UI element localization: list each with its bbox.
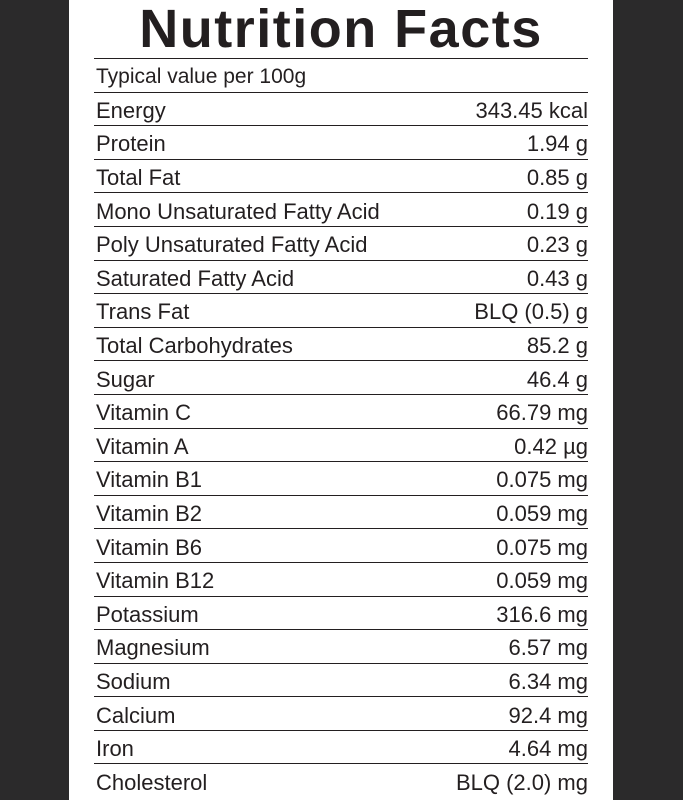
nutrient-row — [94, 629, 588, 663]
nutrient-value: 0.43 g — [526, 265, 588, 291]
nutrient-row — [94, 696, 588, 730]
nutrient-row — [94, 394, 588, 428]
nutrient-value: 4.64 mg — [508, 736, 588, 762]
nutrient-row — [94, 226, 588, 260]
nutrient-row — [94, 327, 588, 361]
nutrient-row — [94, 495, 588, 529]
nutrient-rows — [94, 92, 588, 797]
nutrient-name: Vitamin A — [96, 433, 189, 459]
nutrient-row — [94, 125, 588, 159]
nutrient-name: Cholesterol — [96, 769, 208, 795]
nutrient-row — [94, 92, 588, 126]
nutrient-row — [94, 159, 588, 193]
nutrient-name: Sugar — [96, 366, 155, 392]
nutrient-value: 0.19 g — [526, 198, 588, 224]
nutrient-value: 0.85 g — [526, 165, 588, 191]
nutrient-value: 85.2 g — [526, 333, 588, 359]
nutrient-name: Vitamin C — [96, 400, 191, 426]
nutrient-value: 0.059 mg — [496, 501, 588, 527]
nutrient-value: 92.4 mg — [508, 702, 588, 728]
nutrient-value: 6.34 mg — [508, 668, 588, 694]
nutrient-value: 0.075 mg — [496, 467, 588, 493]
nutrient-value: 1.94 g — [526, 131, 588, 157]
nutrition-facts-label — [69, 0, 613, 800]
nutrient-row — [94, 763, 588, 797]
nutrient-value: 66.79 mg — [496, 400, 588, 426]
nutrient-name: Protein — [96, 131, 166, 157]
nutrient-name: Saturated Fatty Acid — [96, 265, 295, 291]
nutrient-row — [94, 360, 588, 394]
nutrient-name: Vitamin B2 — [96, 501, 202, 527]
serving-header-row — [94, 58, 588, 92]
nutrient-row — [94, 192, 588, 226]
nutrient-name: Vitamin B12 — [96, 568, 215, 594]
nutrient-name: Iron — [96, 736, 134, 762]
nutrient-value: 343.45 kcal — [475, 97, 588, 123]
nutrient-name: Vitamin B1 — [96, 467, 202, 493]
nutrient-row — [94, 461, 588, 495]
nutrient-value: 0.075 mg — [496, 534, 588, 560]
nutrient-row — [94, 428, 588, 462]
nutrient-value: 0.059 mg — [496, 568, 588, 594]
nutrient-value: 46.4 g — [526, 366, 588, 392]
nutrient-name: Calcium — [96, 702, 176, 728]
nutrient-value: 0.42 µg — [514, 433, 588, 459]
nutrient-row — [94, 663, 588, 697]
nutrient-row — [94, 260, 588, 294]
nutrient-row — [94, 293, 588, 327]
nutrient-name: Potassium — [96, 601, 199, 627]
nutrient-name: Mono Unsaturated Fatty Acid — [96, 198, 380, 224]
nutrient-name: Trans Fat — [96, 299, 190, 325]
nutrient-name: Total Carbohydrates — [96, 333, 293, 359]
nutrient-row — [94, 528, 588, 562]
nutrient-name: Poly Unsaturated Fatty Acid — [96, 232, 368, 258]
nutrient-table — [94, 58, 588, 797]
nutrient-row — [94, 596, 588, 630]
nutrient-row — [94, 730, 588, 764]
nutrient-name: Energy — [96, 97, 166, 123]
nutrient-value: 6.57 mg — [508, 635, 588, 661]
nutrient-value: BLQ (0.5) g — [474, 299, 588, 325]
nutrient-name: Magnesium — [96, 635, 210, 661]
nutrient-value: BLQ (2.0) mg — [455, 769, 588, 795]
page-title: Nutrition Facts — [139, 0, 543, 59]
nutrient-row — [94, 562, 588, 596]
serving-header: Typical value per 100g — [96, 65, 307, 89]
nutrient-value: 316.6 mg — [496, 601, 588, 627]
nutrient-name: Vitamin B6 — [96, 534, 202, 560]
nutrient-name: Total Fat — [96, 165, 181, 191]
nutrient-value: 0.23 g — [526, 232, 588, 258]
nutrient-name: Sodium — [96, 668, 171, 694]
